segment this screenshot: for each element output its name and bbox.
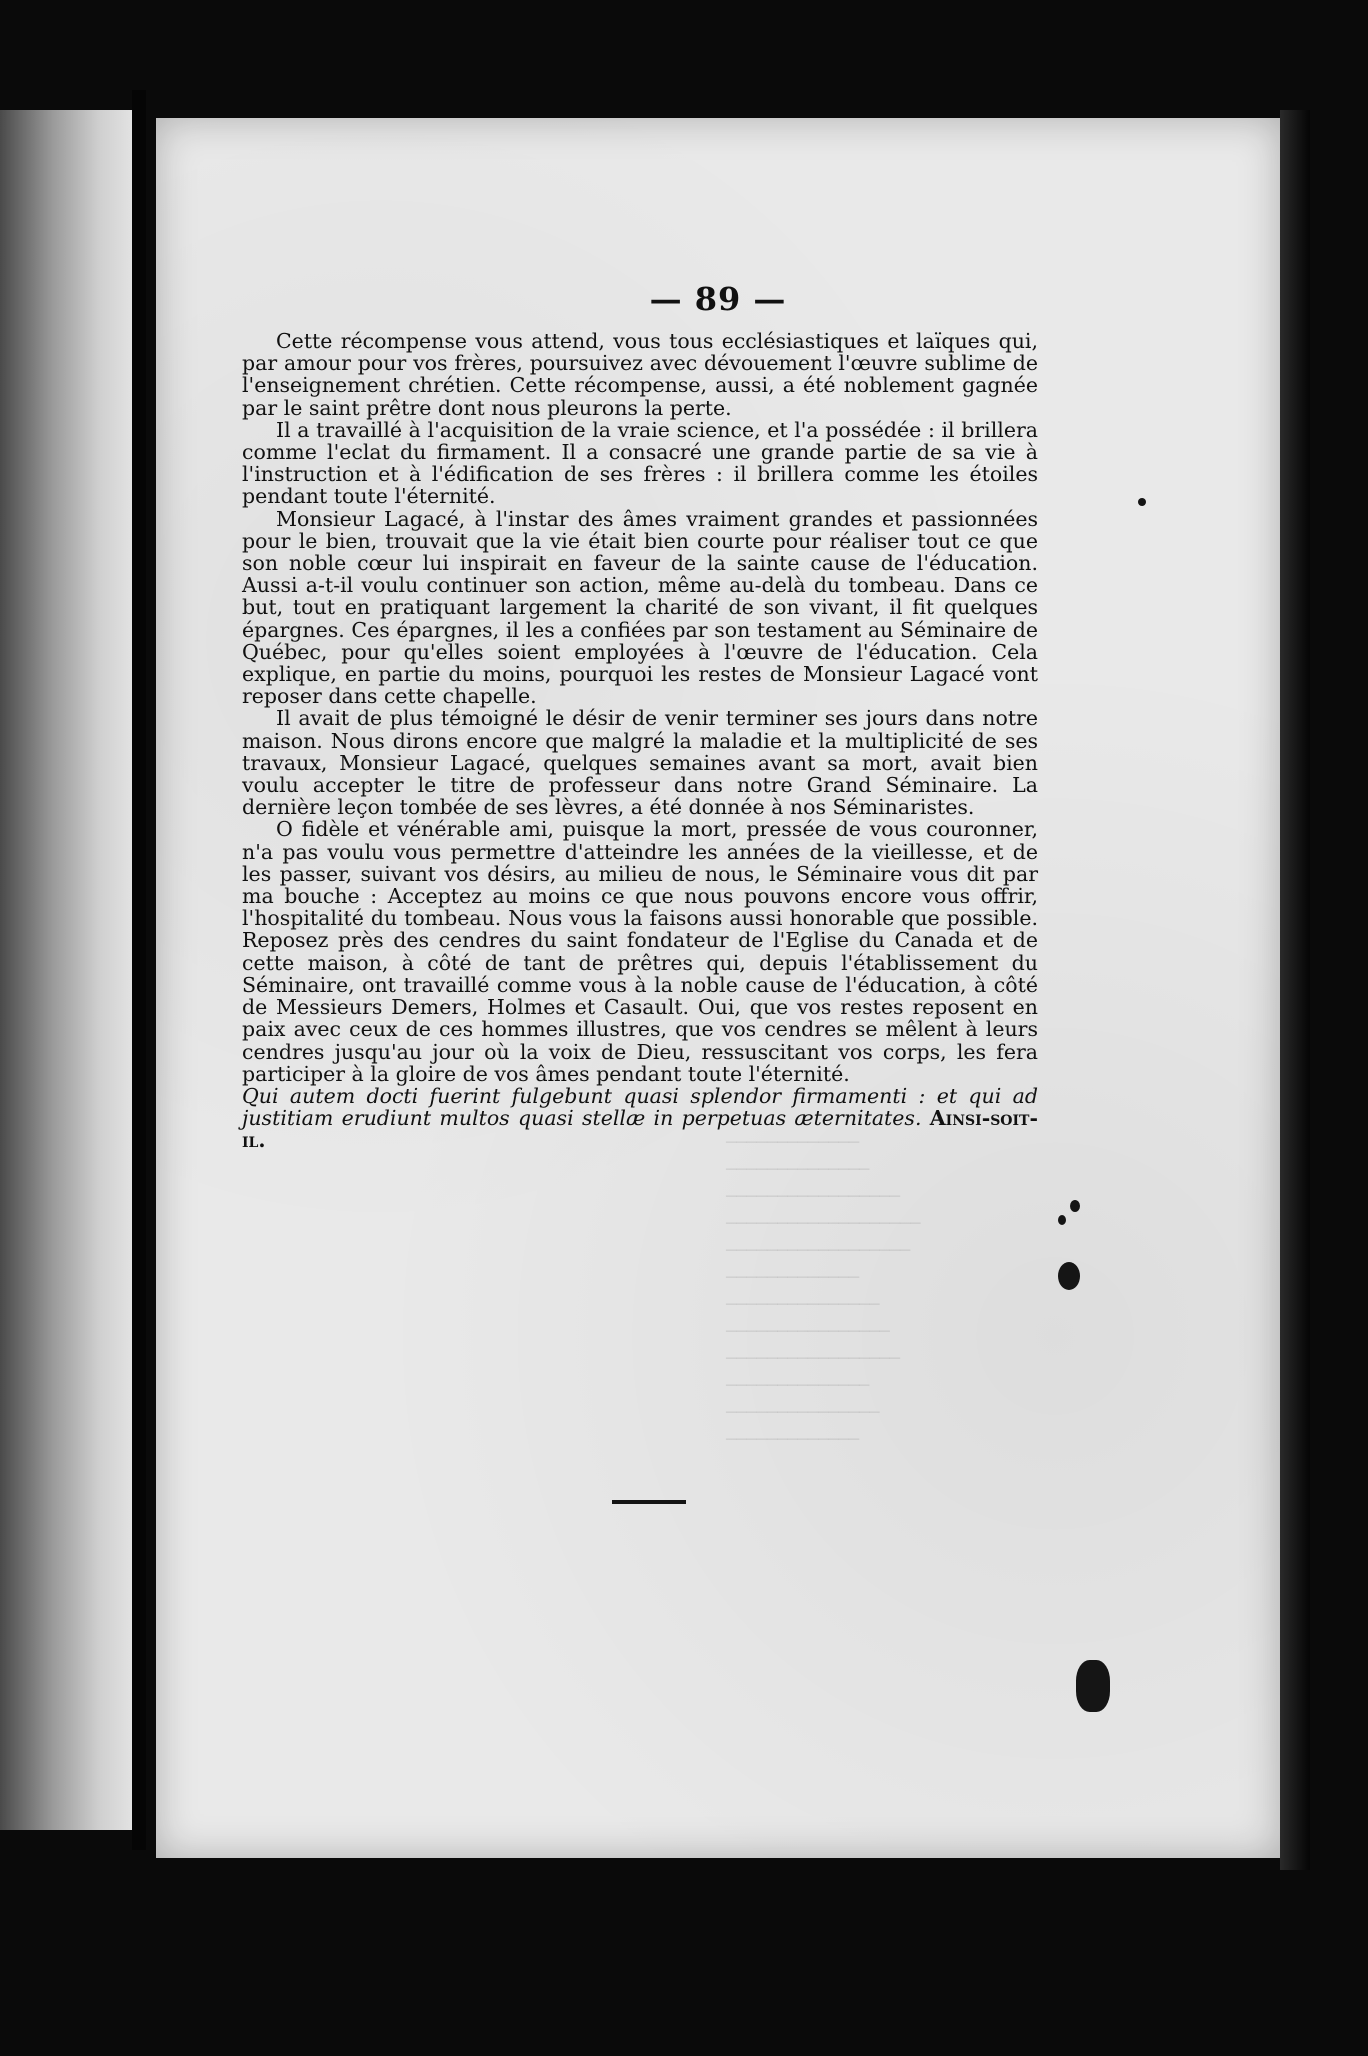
latin-quote-text: Qui autem docti fuerint fulgebunt quasi splendor firmamenti : et qui ad justitiam erudiunt multos quasi stellæ in perpetuas æternitates. [242,1083,1038,1131]
body-text [242,330,1038,1152]
paragraph-2: Il a travaillé à l'acquisition de la vraie science, et l'a possédée : il brillera comme l'eclat du firmament. Il a consacré une grande partie de sa vie à l'instruction et à l'édification de ses frères : il brillera comme les étoiles pendant toute l'éternité. [242,417,1038,509]
paragraph-5: O fidèle et vénérable ami, puisque la mort, pressée de vous couronner, n'a pas voulu vous permettre d'atteindre les années de la vieillesse, et de les passer, suivant vos désirs, au milieu de nous, le Séminaire vous dit par ma bouche : Acceptez au moins ce que nous pouvons encore vous offrir, l'hospitalité du tombeau. Nous vous la faisons aussi honorable que possible. Reposez près des cendres du saint fondateur de l'Eglise du Canada et de cette maison, à côté de tant de prêtres qui, depuis l'établissement du Séminaire, ont travaillé comme vous à la noble cause de l'éducation, à côté de Messieurs Demers, Holmes et Casault. Oui, que vos restes reposent en paix avec ceux de ces hommes illustres, que vos cendres se mêlent à leurs cendres jusqu'au jour où la voix de Dieu, ressuscitant vos corps, les fera participer à la gloire de vos âmes pendant toute l'éternité. [242,817,1038,1086]
ink-speck [1058,1262,1080,1290]
paragraph-1: Cette récompense vous attend, vous tous ecclésiastiques et laïques qui, par amour pour vos frères, poursuivez avec dévouement l'œuvre sublime de l'enseignement chrétien. Cette récompense, aussi, a été noblement gagnée par le saint prêtre dont nous pleurons la perte. [242,329,1038,420]
previous-page-strip [0,110,132,1830]
show-through-text: ───────────── ────────────── ───────────────── ─────────────────── ────────────────── ───────────── ─────────────── ──────────────── ───────────────── ────────────── ─────────────── ───────────── [726,1133,921,1450]
ink-speck [1076,1660,1110,1712]
ink-speck [1058,1215,1066,1225]
gutter-shadow [132,90,146,1850]
page-edge-shadow [1280,110,1310,1870]
book-page [156,118,1280,1858]
page-number: — 89 — [649,280,787,318]
ink-speck [1138,498,1146,506]
ink-speck [1070,1200,1080,1212]
paragraph-3: Monsieur Lagacé, à l'instar des âmes vraiment grandes et passionnées pour le bien, trouvait que la vie était bien courte pour réaliser tout ce que son noble cœur lui inspirait en faveur de la sainte cause de l'éducation. Aussi a-t-il voulu continuer son action, même au-delà du tombeau. Dans ce but, tout en pratiquant largement la charité de son vivant, il fit quelques épargnes. Ces épargnes, il les a confiées par son testament au Séminaire de Québec, pour qu'elles soient employées à l'œuvre de l'éducation. Cela explique, en partie du moins, pourquoi les restes de Monsieur Lagacé vont reposer dans cette chapelle. [242,506,1038,709]
end-rule [612,1500,686,1504]
paragraph-4: Il avait de plus témoigné le désir de venir terminer ses jours dans notre maison. Nous dirons encore que malgré la maladie et la multiplicité de ses travaux, Monsieur Lagacé, quelques semaines avant sa mort, avait bien voulu accepter le titre de professeur dans notre Grand Séminaire. La dernière leçon tombée de ses lèvres, a été donnée à nos Séminaristes. [242,706,1038,820]
closing-words: Ainsi-soit-il. [242,1106,1038,1153]
